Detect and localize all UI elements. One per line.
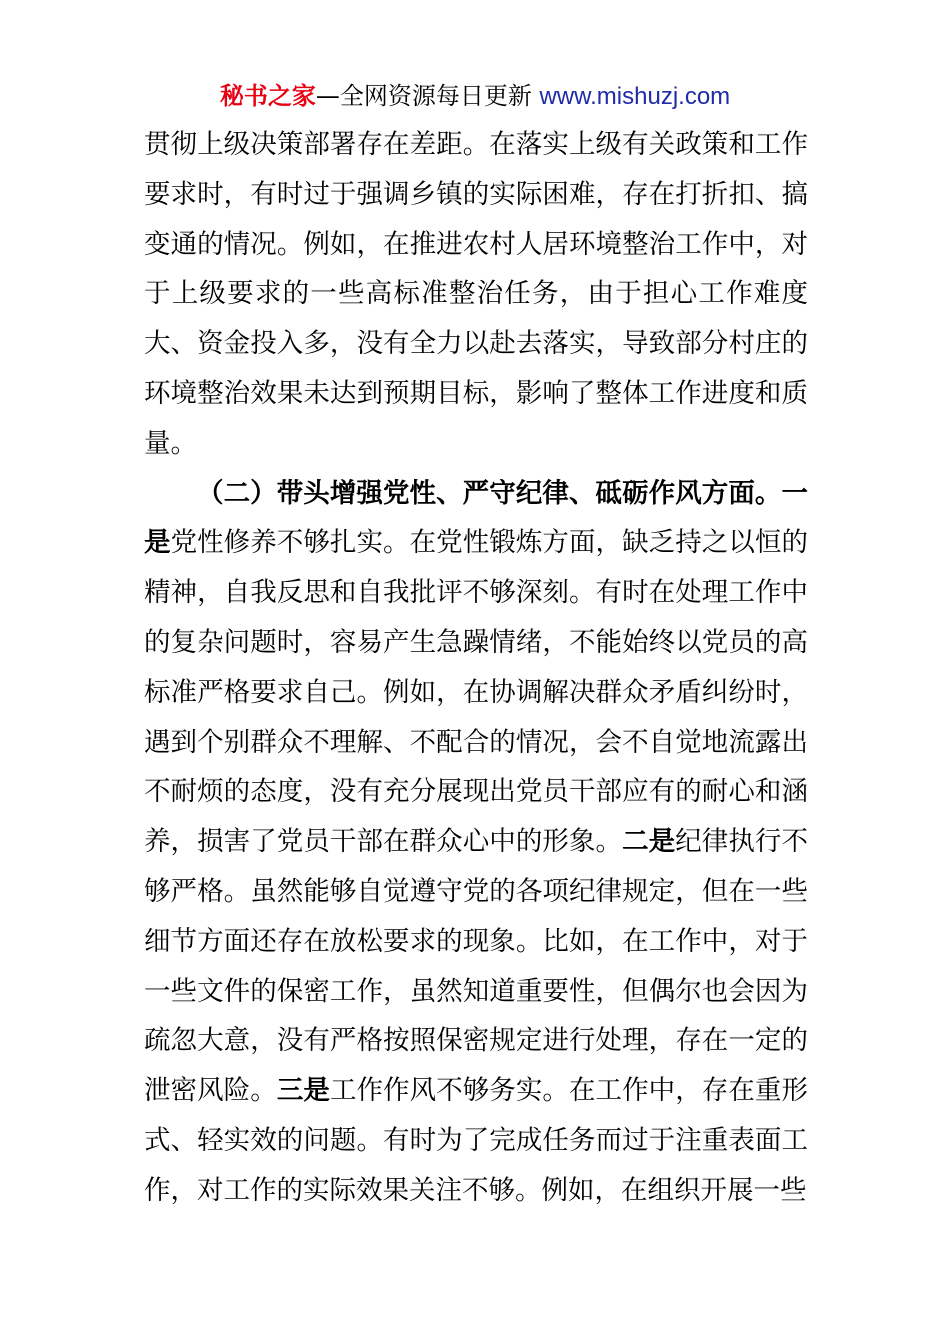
point-text-1: 党性修养不够扎实。在党性锻炼方面，缺乏持之以恒的精神，自我反思和自我批评不够深刻。有时在处理工作中的复杂问题时，容易产生急躁情绪，不能始终以党员的高标准严格要求自己。例如，在协调解决群众矛盾纠纷时，遇到个别群众不理解、不配合的情况，会不自觉地流露出不耐烦的态度，没有充分展现出党员干部应有的耐心和涵养，损害了党员干部在群众心中的形象。 — [144, 527, 808, 858]
point-lead-1: 一是 — [144, 477, 808, 559]
point-lead-3: 三是 — [276, 1075, 330, 1107]
header-brand: 秘书之家 — [219, 82, 316, 110]
point-text-3: 工作作风不够务实。在工作中，存在重形式、轻实效的问题。有时为了完成任务而过于注重表面工作，对工作的实际效果关注不够。例如，在组织开展一些 — [144, 1075, 808, 1206]
header-tagline: —全网资源每日更新 — [315, 82, 532, 110]
point-text-2: 纪律执行不够严格。虽然能够自觉遵守党的各项纪律规定，但在一些细节方面还存在放松要求的现象。比如，在工作中，对于一些文件的保密工作，虽然知道重要性，但偶尔也会因为疏忽大意，没有严格按照保密规定进行处理，存在一定的泄密风险。 — [144, 826, 808, 1107]
page-header — [0, 80, 950, 113]
paragraph-1: 贯彻上级决策部署存在差距。在落实上级有关政策和工作要求时，有时过于强调乡镇的实际困难，存在打折扣、搞变通的情况。例如，在推进农村人居环境整治工作中，对于上级要求的一些高标准整治任务，由于担心工作难度大、资金投入多，没有全力以赴去落实，导致部分村庄的环境整治效果未达到预期目标，影响了整体工作进度和质量。 — [144, 129, 808, 459]
paragraph-2 — [144, 469, 808, 1216]
document-body — [144, 120, 808, 1216]
header-url[interactable]: www.mishuzj.com — [539, 83, 731, 110]
section-heading: （二）带头增强党性、严守纪律、砥砺作风方面。 — [197, 477, 782, 509]
point-lead-2: 二是 — [622, 826, 676, 858]
